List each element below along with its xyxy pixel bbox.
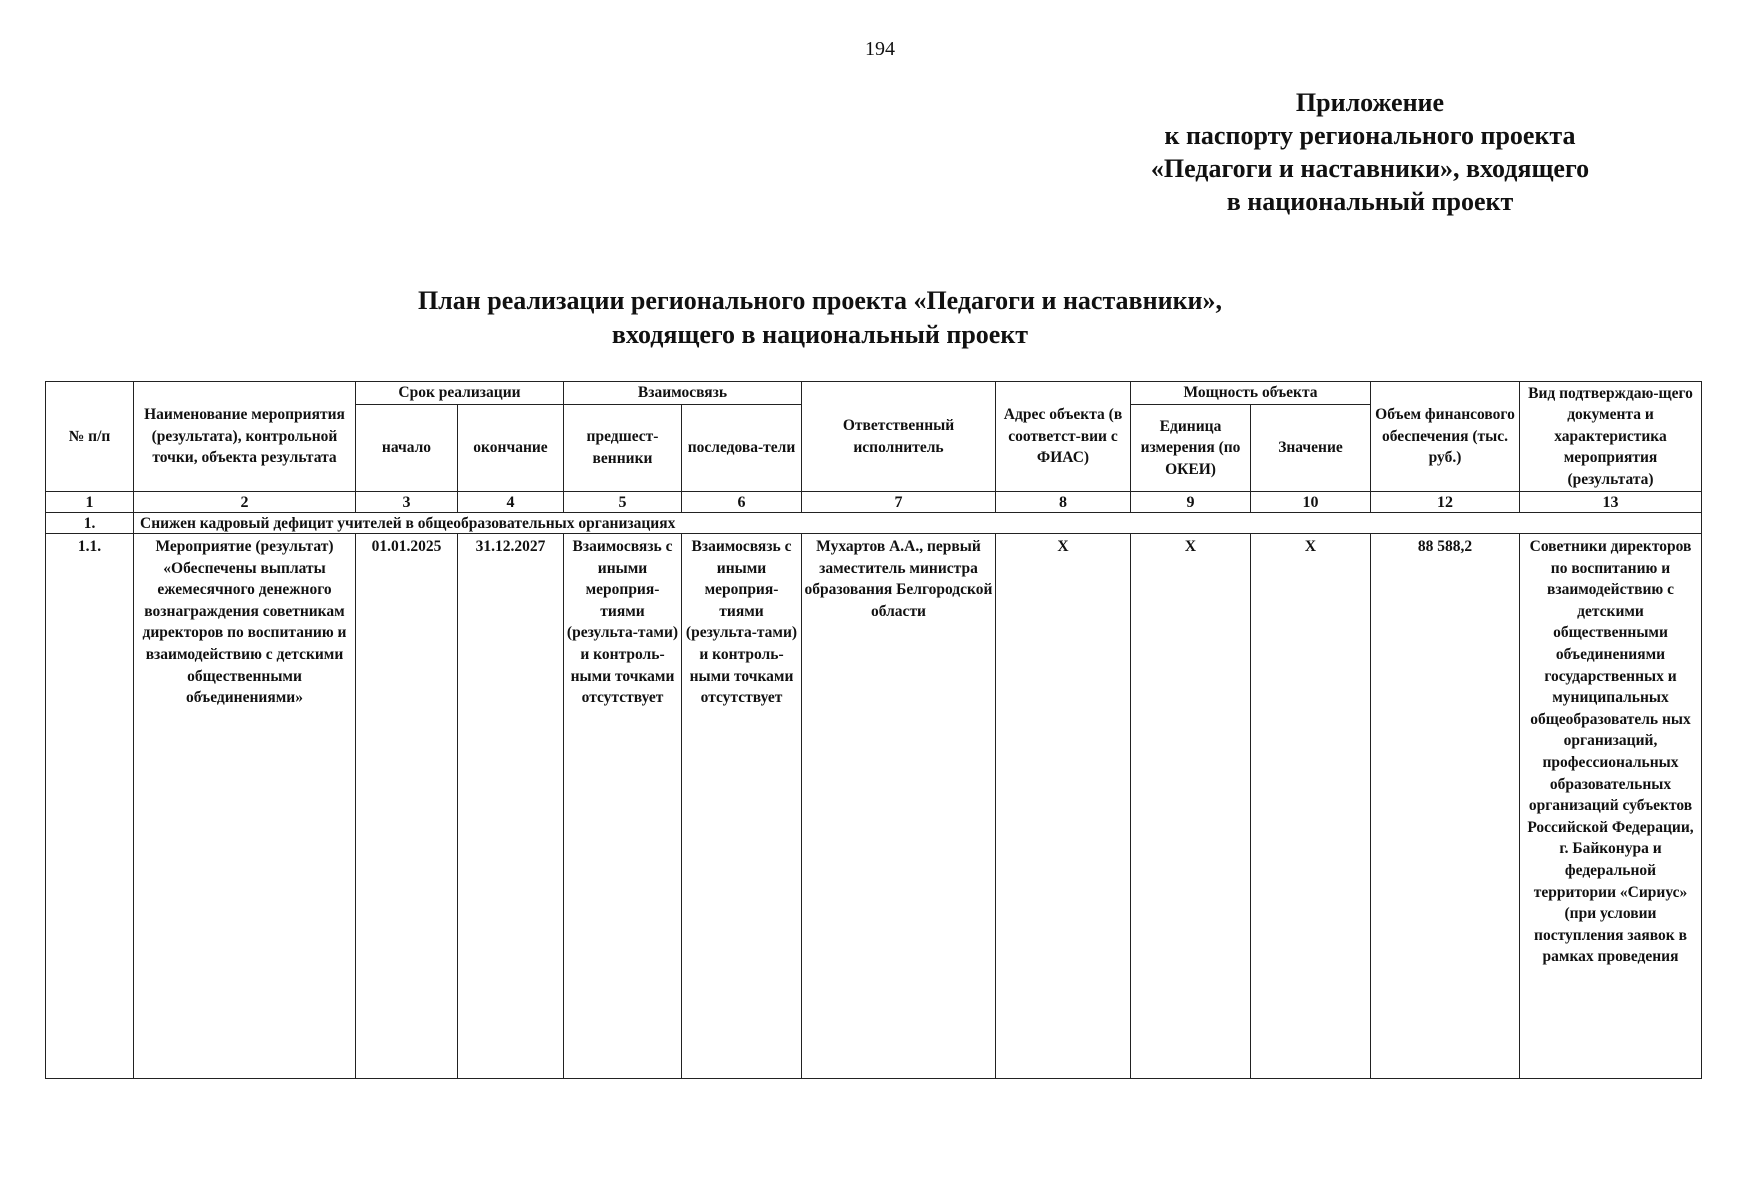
- header-capacity: Мощность объекта: [1131, 382, 1371, 405]
- header-link: Взаимосвязь: [564, 382, 802, 405]
- row-succ: Взаимосвязь с иными мероприя-тиями (результа-тами) и контроль-ными точками отсутствует: [682, 534, 802, 1079]
- table-row: [46, 534, 1702, 1079]
- column-number: 1: [46, 492, 134, 513]
- plan-title: [330, 284, 1310, 352]
- header-funding: Объем финансового обеспечения (тыс. руб.): [1371, 382, 1520, 492]
- column-number: 10: [1251, 492, 1371, 513]
- column-number-row: [46, 492, 1702, 513]
- column-number: 7: [802, 492, 996, 513]
- header-name: Наименование мероприятия (результата), контрольной точки, объекта результата: [134, 382, 356, 492]
- header-executor: Ответственный исполнитель: [802, 382, 996, 492]
- header-start: начало: [356, 405, 458, 492]
- section-num: 1.: [46, 513, 134, 534]
- header-num: № п/п: [46, 382, 134, 492]
- header-unit: Единица измерения (по ОКЕИ): [1131, 405, 1251, 492]
- column-number: 6: [682, 492, 802, 513]
- row-executor: Мухартов А.А., первый заместитель министра образования Белгородской области: [802, 534, 996, 1079]
- appendix-heading: [1120, 86, 1620, 218]
- column-number: 4: [458, 492, 564, 513]
- section-row: [46, 513, 1702, 534]
- column-number: 3: [356, 492, 458, 513]
- row-doc: Советники директоров по воспитанию и взаимодействию с детскими общественными объединениями государственных и муниципальных общеобразователь ных организаций, профессиональных образовательных организаций субъектов Российской Федерации, г. Байконура и федеральной территории «Сириус» (при условии поступления заявок в рамках проведения: [1520, 534, 1702, 1079]
- header-pred: предшест-венники: [564, 405, 682, 492]
- page-number: 194: [865, 38, 895, 60]
- row-num: 1.1.: [46, 534, 134, 1079]
- appendix-line: «Педагоги и наставники», входящего: [1150, 154, 1590, 183]
- column-number: 8: [996, 492, 1131, 513]
- header-succ: последова-тели: [682, 405, 802, 492]
- plan-title-line: входящего в национальный проект: [611, 320, 1029, 349]
- row-start: 01.01.2025: [356, 534, 458, 1079]
- section-title: Снижен кадровый дефицит учителей в общеобразовательных организациях: [134, 513, 1702, 534]
- row-address: Х: [996, 534, 1131, 1079]
- appendix-line: Приложение: [1295, 88, 1445, 117]
- column-number: 5: [564, 492, 682, 513]
- row-value: Х: [1251, 534, 1371, 1079]
- column-number: 13: [1520, 492, 1702, 513]
- plan-title-line: План реализации регионального проекта «Педагоги и наставники»,: [417, 286, 1223, 315]
- header-end: окончание: [458, 405, 564, 492]
- header-row: [46, 382, 1702, 405]
- row-unit: Х: [1131, 534, 1251, 1079]
- column-number: 12: [1371, 492, 1520, 513]
- header-period: Срок реализации: [356, 382, 564, 405]
- column-number: 2: [134, 492, 356, 513]
- appendix-line: к паспорту регионального проекта: [1164, 121, 1576, 150]
- row-pred: Взаимосвязь с иными мероприя-тиями (результа-тами) и контроль-ными точками отсутствует: [564, 534, 682, 1079]
- header-doc: Вид подтверждаю-щего документа и характеристика мероприятия (результата): [1520, 382, 1702, 492]
- appendix-line: в национальный проект: [1226, 187, 1514, 216]
- header-value: Значение: [1251, 405, 1371, 492]
- row-funding: 88 588,2: [1371, 534, 1520, 1079]
- column-number: 9: [1131, 492, 1251, 513]
- plan-table: [45, 381, 1702, 1079]
- header-address: Адрес объекта (в соответст-вии с ФИАС): [996, 382, 1131, 492]
- row-end: 31.12.2027: [458, 534, 564, 1079]
- row-name: Мероприятие (результат) «Обеспечены выплаты ежемесячного денежного вознаграждения советникам директоров по воспитанию и взаимодействию с детскими общественными объединениями»: [134, 534, 356, 1079]
